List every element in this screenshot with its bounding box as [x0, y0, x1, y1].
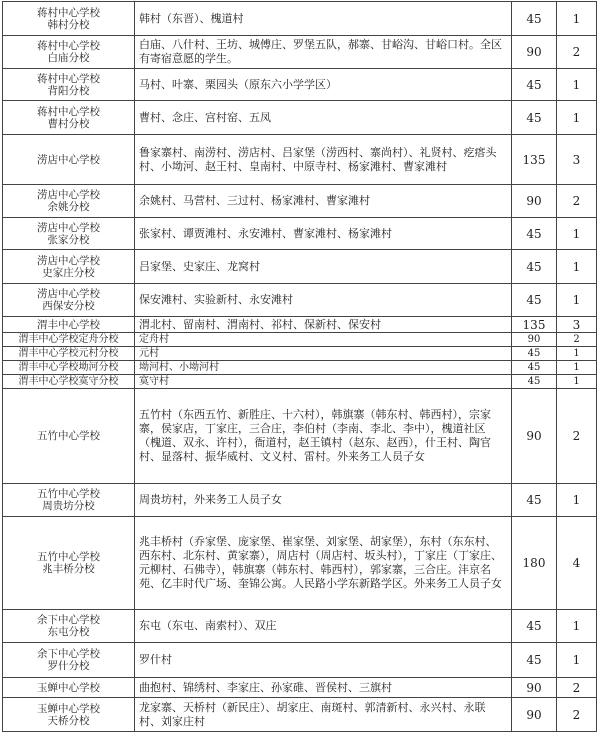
school-name-line: 韩村分校 [47, 18, 90, 31]
school-name-cell [3, 2, 135, 36]
class-count-cell: 1 [557, 610, 597, 643]
school-name-line: 天桥分校 [47, 714, 90, 727]
school-name-cell [3, 610, 135, 643]
table-row [3, 347, 597, 361]
school-name-line: 渭丰中心学校寞守分校 [18, 376, 119, 387]
service-area-cell: 吕家堡、史家庄、龙窝村 [135, 250, 512, 284]
school-name-line: 玉蝉中心学校 [37, 702, 100, 715]
school-name-line: 东屯分校 [47, 626, 90, 638]
class-count-cell: 2 [557, 185, 597, 218]
service-area-cell: 寞守村 [135, 375, 512, 389]
table-row [3, 36, 597, 69]
school-name-line: 兆丰桥分校 [42, 563, 95, 575]
table-row [3, 610, 597, 643]
table-body [3, 2, 597, 732]
enrollment-quota-cell: 90 [512, 698, 557, 732]
service-area-cell: 白庙、八什村、王坊、城傅庄、罗堡五队，郝寨、甘峪沟、甘峪口村。全区有寄宿意愿的学生。 [135, 36, 512, 69]
table-row [3, 333, 597, 347]
table-row [3, 517, 597, 610]
school-name-line: 渭丰中心学校元村分校 [18, 348, 119, 359]
class-count-cell: 2 [557, 36, 597, 69]
enrollment-quota-cell: 45 [512, 101, 557, 135]
service-area-cell: 马村、叶寨、栗园头（原东六小学学区） [135, 69, 512, 101]
enrollment-quota-cell: 45 [512, 375, 557, 389]
school-name-cell [3, 218, 135, 250]
school-name-cell [3, 389, 135, 484]
class-count-cell: 1 [557, 69, 597, 101]
service-area-cell: 东屯（东屯、南索村）、双庄 [135, 610, 512, 643]
class-count-cell: 1 [557, 347, 597, 361]
class-count-cell: 2 [557, 333, 597, 347]
table-row [3, 101, 597, 135]
class-count-cell: 2 [557, 389, 597, 484]
school-name-cell [3, 333, 135, 347]
service-area-cell: 坳河村、小坳河村 [135, 361, 512, 375]
class-count-cell: 3 [557, 317, 597, 333]
school-name-line: 罗什分校 [47, 660, 90, 672]
school-name-line: 渭丰中心学校 [37, 318, 100, 331]
enrollment-quota-cell: 45 [512, 2, 557, 36]
service-area-cell: 渭北村、留南村、渭南村、祁村、保新村、保安村 [135, 317, 512, 333]
class-count-cell: 1 [557, 218, 597, 250]
school-name-line: 余姚分校 [47, 201, 90, 213]
service-area-cell: 龙家寨、天桥村（新民庄）、胡家庄、南斑村、郭清新村、永兴村、永联村、刘家庄村 [135, 698, 512, 732]
table-row [3, 218, 597, 250]
enrollment-quota-cell: 45 [512, 361, 557, 375]
class-count-cell: 1 [557, 2, 597, 36]
table-row [3, 375, 597, 389]
class-count-cell: 1 [557, 375, 597, 389]
table-row [3, 389, 597, 484]
enrollment-quota-cell: 90 [512, 333, 557, 347]
school-name-cell [3, 698, 135, 732]
enrollment-quota-cell: 90 [512, 36, 557, 69]
school-name-cell [3, 101, 135, 135]
school-name-line: 曹村分校 [47, 117, 90, 130]
school-name-cell [3, 317, 135, 333]
class-count-cell: 2 [557, 698, 597, 732]
enrollment-quota-cell: 45 [512, 284, 557, 317]
table-row [3, 678, 597, 698]
school-name-cell [3, 678, 135, 698]
school-name-line: 周贵坊分校 [42, 500, 95, 512]
table-row [3, 185, 597, 218]
service-area-cell: 张家村、谭贾滩村、永安滩村、曹家滩村、杨家滩村 [135, 218, 512, 250]
school-name-line: 白庙分校 [47, 52, 90, 64]
school-name-line: 五竹中心学校 [37, 551, 100, 563]
service-area-cell: 罗什村 [135, 643, 512, 678]
school-name-line: 涝店中心学校 [37, 254, 100, 267]
service-area-cell: 曲抱村、锦绣村、李家庄、孙家碓、晋侯村、三旗村 [135, 678, 512, 698]
school-name-line: 蒋村中心学校 [37, 105, 100, 118]
school-name-line: 玉蝉中心学校 [37, 681, 100, 694]
school-name-line: 涝店中心学校 [37, 288, 100, 300]
service-area-cell: 韩村（东晋）、槐道村 [135, 2, 512, 36]
service-area-cell: 元村 [135, 347, 512, 361]
school-name-line: 涝店中心学校 [37, 221, 100, 234]
school-name-line: 余下中心学校 [37, 648, 100, 660]
service-area-cell: 定舟村 [135, 333, 512, 347]
class-count-cell: 1 [557, 101, 597, 135]
school-name-line: 史家庄分校 [42, 266, 95, 279]
school-name-line: 蒋村中心学校 [37, 40, 100, 52]
class-count-cell: 2 [557, 678, 597, 698]
class-count-cell: 1 [557, 250, 597, 284]
school-name-line: 五竹中心学校 [37, 430, 100, 442]
school-name-cell [3, 517, 135, 610]
school-name-cell [3, 250, 135, 284]
service-area-cell: 鲁家寨村、南涝村、涝店村、吕家堡（涝西村、寨尚村）、礼贤村、疙瘩头村、小坳河、赵王村、皇南村、中原寺村、杨家滩村、曹家滩村 [135, 135, 512, 185]
school-name-cell [3, 284, 135, 317]
enrollment-quota-cell: 90 [512, 389, 557, 484]
service-area-cell: 五竹村（东西五竹、新胜庄、十六村），韩旗寨（韩东村、韩西村），宗家寨，侯家店，丁家庄，三合庄，李伯村（李南、李北、李中），槐道社区（槐道、双永、许村），衙道村，赵王镇村（赵东、赵西），什王村、陶官村、显落村、振华威村、文义村、雷村。外来务工人员子女 [135, 389, 512, 484]
school-name-cell [3, 185, 135, 218]
enrollment-quota-cell: 45 [512, 347, 557, 361]
class-count-cell: 1 [557, 361, 597, 375]
enrollment-quota-cell: 45 [512, 484, 557, 517]
school-name-cell [3, 361, 135, 375]
school-name-line: 余下中心学校 [37, 614, 100, 626]
school-name-line: 张家分校 [47, 233, 90, 246]
table-row [3, 317, 597, 333]
table-row [3, 250, 597, 284]
school-name-line: 西保安分校 [42, 300, 95, 312]
school-name-cell [3, 375, 135, 389]
school-name-line: 涝店中心学校 [37, 153, 100, 166]
table-row [3, 643, 597, 678]
enrollment-quota-cell: 90 [512, 185, 557, 218]
class-count-cell: 4 [557, 517, 597, 610]
school-name-line: 蒋村中心学校 [37, 72, 100, 85]
table-row [3, 135, 597, 185]
enrollment-quota-cell: 45 [512, 218, 557, 250]
school-name-line: 蒋村中心学校 [37, 6, 100, 19]
class-count-cell: 1 [557, 284, 597, 317]
enrollment-quota-cell: 135 [512, 135, 557, 185]
school-name-line: 涝店中心学校 [37, 189, 100, 201]
enrollment-quota-cell: 45 [512, 69, 557, 101]
service-area-cell: 兆丰桥村（乔家堡、庞家堡、崔家堡、刘家堡、胡家堡），东村（东东村、西东村、北东村、黄家寨），周店村（周店村、坂头村），丁家庄（丁家庄、元柳村、石佛寺），韩旗寨（韩东村、韩西村），郭家寨，三合庄。沣京名苑、亿丰时代广场、奎锦公寓。人民路小学东新路学区。外来务工人员子女 [135, 517, 512, 610]
enrollment-quota-cell: 135 [512, 317, 557, 333]
table-row [3, 69, 597, 101]
table-row [3, 361, 597, 375]
service-area-cell: 曹村、念庄、宫村窑、五凤 [135, 101, 512, 135]
class-count-cell: 1 [557, 643, 597, 678]
class-count-cell: 1 [557, 484, 597, 517]
school-name-cell [3, 347, 135, 361]
table-row [3, 484, 597, 517]
table-row [3, 698, 597, 732]
enrollment-quota-cell: 180 [512, 517, 557, 610]
enrollment-quota-cell: 45 [512, 643, 557, 678]
school-name-cell [3, 135, 135, 185]
table-row [3, 2, 597, 36]
service-area-cell: 余姚村、马营村、三过村、杨家滩村、曹家滩村 [135, 185, 512, 218]
admission-table [2, 1, 597, 732]
table-row [3, 284, 597, 317]
enrollment-quota-cell: 90 [512, 678, 557, 698]
school-name-line: 五竹中心学校 [37, 488, 100, 500]
class-count-cell: 3 [557, 135, 597, 185]
enrollment-quota-cell: 45 [512, 250, 557, 284]
school-name-cell [3, 69, 135, 101]
service-area-cell: 周贵坊村，外来务工人员子女 [135, 484, 512, 517]
enrollment-quota-cell: 45 [512, 610, 557, 643]
school-name-cell [3, 36, 135, 69]
school-name-cell [3, 643, 135, 678]
school-name-line: 渭丰中心学校坳河分校 [18, 362, 119, 373]
school-name-cell [3, 484, 135, 517]
school-name-line: 渭丰中心学校定舟分校 [18, 334, 119, 345]
service-area-cell: 保安滩村、实验新村、永安滩村 [135, 284, 512, 317]
school-name-line: 背阳分校 [47, 84, 90, 97]
